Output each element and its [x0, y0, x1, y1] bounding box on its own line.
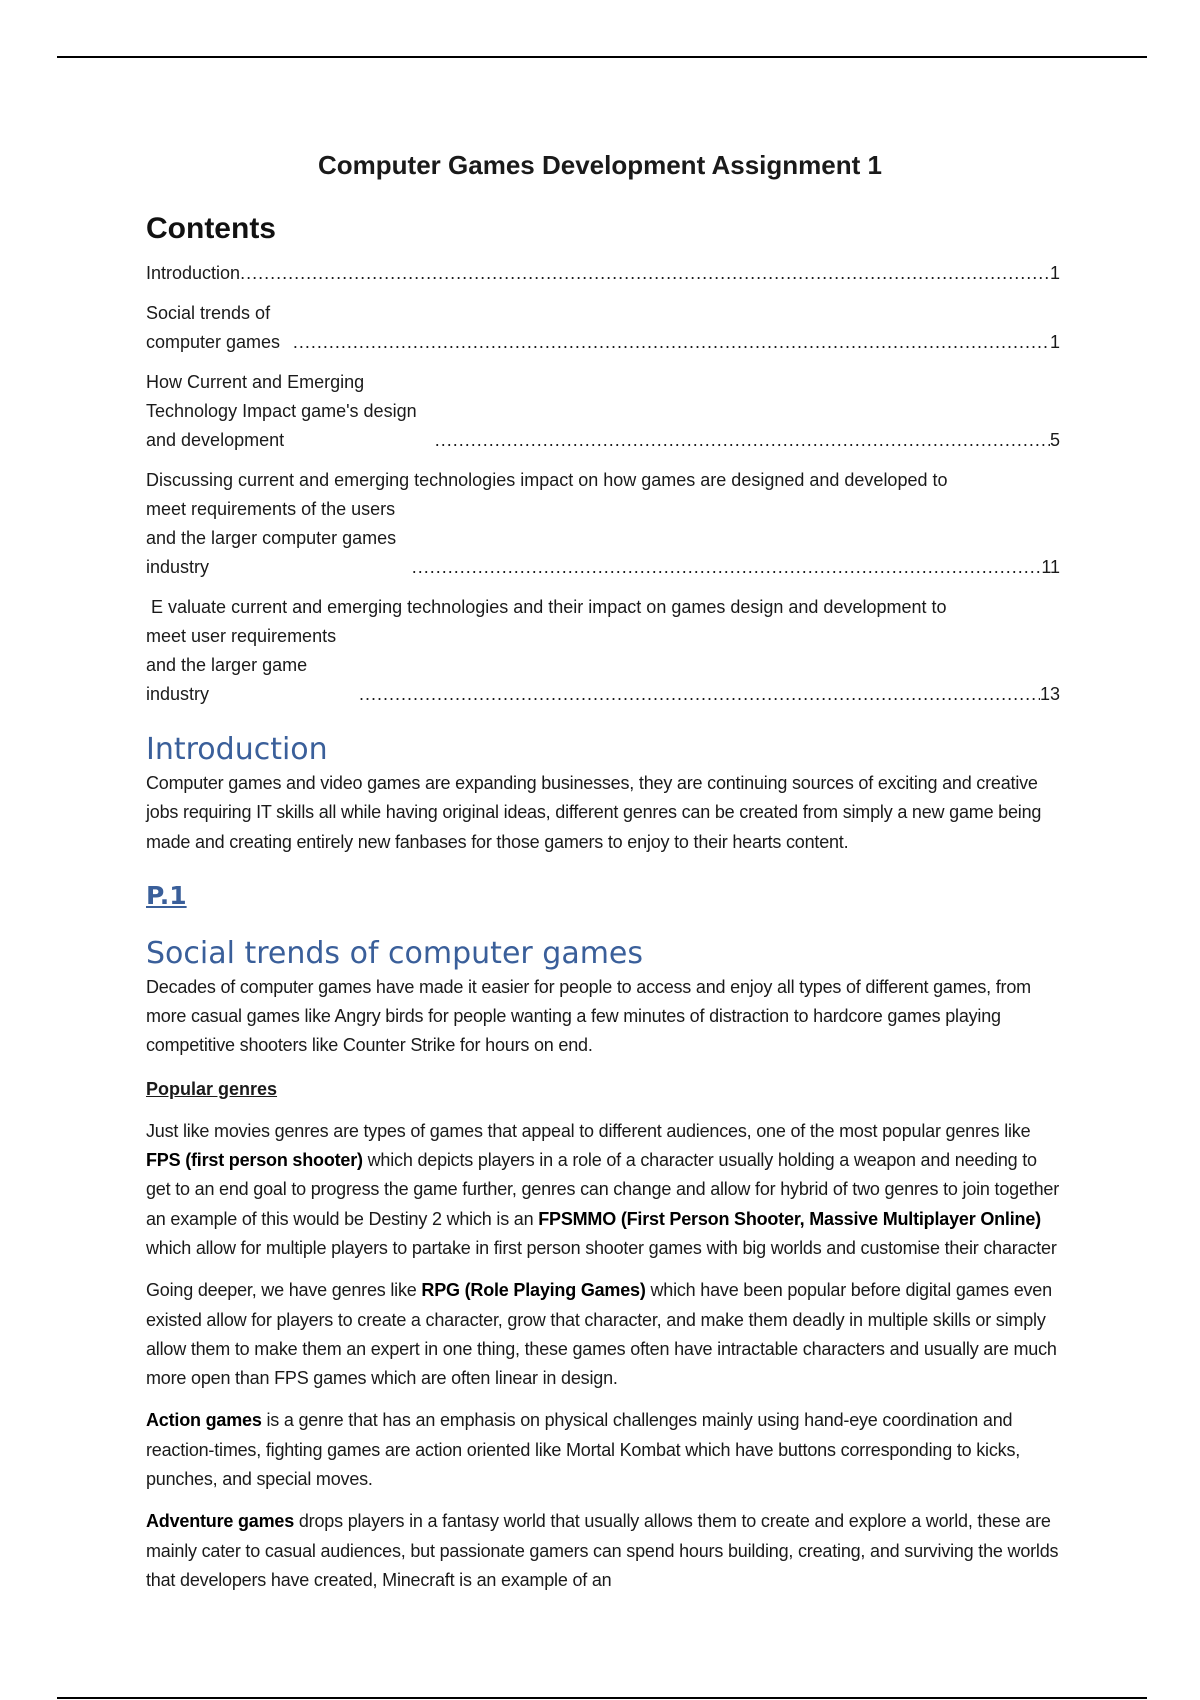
- social-trends-heading: Social trends of computer games: [146, 935, 644, 971]
- text-run: is a genre that has an emphasis on physical challenges mainly using hand-eye coordination and reaction-times, fighting games are action oriented like Mortal Kombat which have buttons corresponding to kicks, punches, and special moves.: [146, 1410, 1021, 1490]
- contents-heading: Contents: [146, 212, 276, 245]
- toc-leader: [240, 259, 1050, 288]
- footer-rule: [57, 1697, 1147, 1699]
- toc-entry-discussing[interactable]: [146, 466, 1060, 582]
- toc-leader: [435, 426, 1050, 455]
- toc-entry-line: E valuate current and emerging technologies and their impact on games design and development to: [146, 597, 947, 617]
- action-games-paragraph: [146, 1406, 1060, 1494]
- text-run: drops players in a fantasy world that usually allows them to create and explore a world, these are mainly cater to casual audiences, but passionate gamers can spend hours building, creating, and surviving the worlds that developers have created, Minecraft is an example of an: [146, 1511, 1059, 1590]
- bold-term: RPG (Role Playing Games): [421, 1280, 646, 1301]
- toc-entry-text: meet user requirements and the larger game industry: [146, 626, 337, 704]
- text-run: Going deeper, we have genres like: [146, 1280, 422, 1301]
- popular-genres-subheading: Popular genres: [146, 1078, 278, 1099]
- toc-entry-text: meet requirements of the users and the larger computer games industry: [146, 499, 397, 577]
- text-run: which allow for multiple players to partake in first person shooter games with big worlds and customise their character: [146, 1237, 1057, 1258]
- bold-term: Adventure games: [146, 1511, 295, 1532]
- rpg-paragraph: [146, 1276, 1060, 1393]
- toc-leader: [293, 328, 1050, 357]
- introduction-heading: Introduction: [146, 732, 328, 767]
- toc-page-number: 13: [1039, 684, 1060, 704]
- toc-entry-text: How Current and Emerging Technology Impact game's design and development: [146, 372, 417, 450]
- bold-term: Action games: [146, 1410, 262, 1431]
- text-run: which have been popular before digital games even existed allow for players to create a character, grow that character, and make them deadly in multiple skills or simply allow them to make them an expert in one thing, these games often have intractable characters and usually are much more open than FPS games which are often linear in design.: [146, 1280, 1057, 1389]
- fps-paragraph: [146, 1117, 1060, 1263]
- toc-entry-evaluate[interactable]: [146, 593, 1060, 709]
- toc-entry-line: Discussing current and emerging technologies impact on how games are designed and developed to: [146, 470, 948, 490]
- adventure-games-paragraph: [146, 1507, 1060, 1595]
- text-run: which depicts players in a role of a character usually holding a weapon and needing to get to an end goal to progress the game further, genres can change and allow for hybrid of two genres to join together an example of this would be Destiny 2 which is an: [146, 1150, 1059, 1229]
- bold-term: FPSMMO (First Person Shooter, Massive Multiplayer Online): [538, 1208, 1041, 1229]
- text-run: Just like movies genres are types of games that appeal to different audiences, one of the most popular genres like: [146, 1120, 1031, 1141]
- bold-term: FPS (first person shooter): [146, 1150, 363, 1171]
- toc-page-number: 1: [1049, 263, 1060, 283]
- toc-entry-text: Social trends of computer games: [146, 303, 281, 352]
- toc-entry-social-trends[interactable]: [146, 299, 1060, 357]
- toc-page-number: 11: [1041, 557, 1060, 577]
- toc-leader: [412, 553, 1042, 582]
- toc-entry-technology-impact[interactable]: [146, 368, 1060, 455]
- introduction-paragraph: Computer games and video games are expanding businesses, they are continuing sources of exciting and creative jobs requiring IT skills all while having original ideas, different genres can be created from simply a new game being made and creating entirely new fanbases for those gamers to enjoy to their hearts content.: [146, 773, 1042, 852]
- social-trends-paragraph: Decades of computer games have made it easier for people to access and enjoy all types of different games, from more casual games like Angry birds for people wanting a few minutes of distraction to hardcore games playing competitive shooters like Counter Strike for hours on end.: [146, 976, 1031, 1056]
- toc-entry-text: Introduction: [146, 263, 241, 283]
- p1-link[interactable]: P.1: [146, 880, 187, 910]
- toc-leader: [359, 680, 1040, 709]
- toc-entry-introduction[interactable]: [146, 259, 1060, 288]
- toc-page-number: 1: [1049, 332, 1060, 352]
- toc-page-number: 5: [1049, 430, 1060, 450]
- document-title: Computer Games Development Assignment 1: [318, 150, 882, 180]
